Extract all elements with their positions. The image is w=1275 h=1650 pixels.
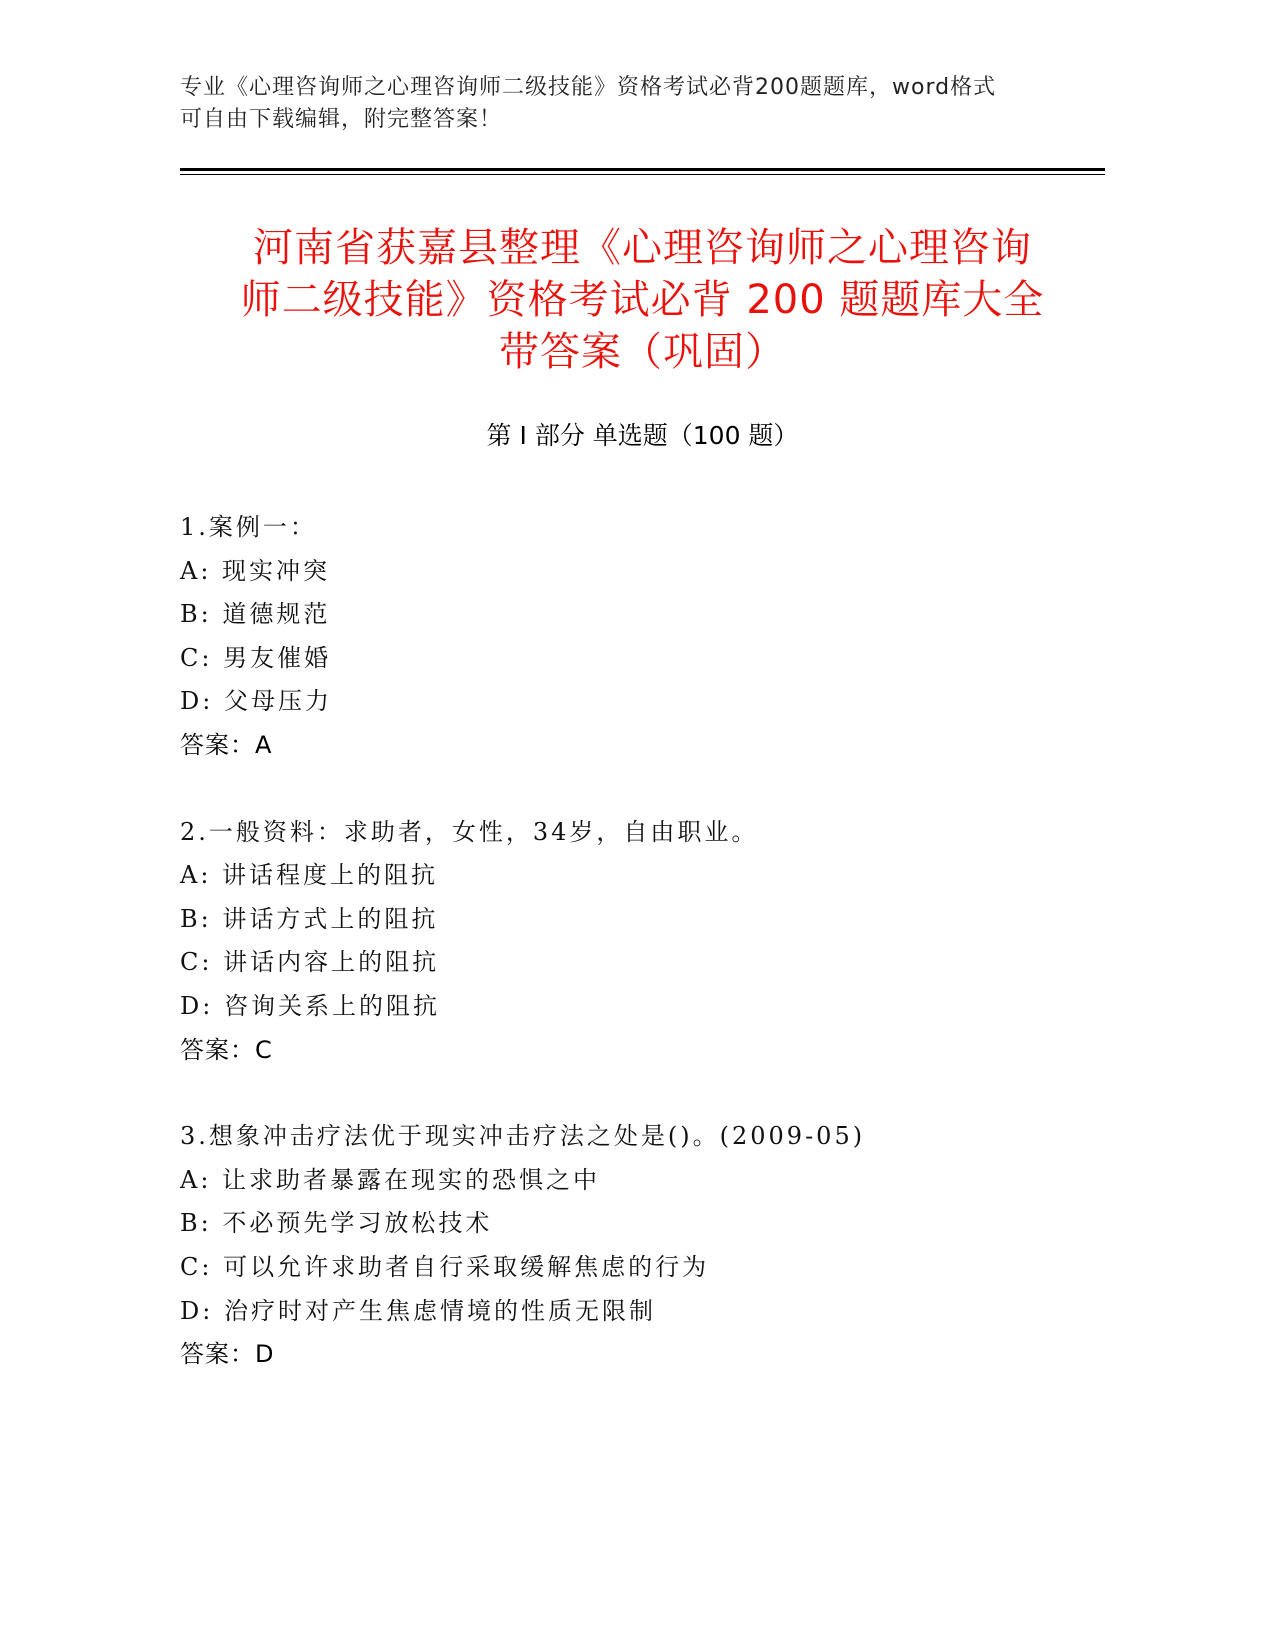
header-divider-thin	[180, 174, 1105, 175]
question-3	[180, 1115, 1105, 1377]
answer: 答案：D	[180, 1340, 275, 1369]
document-title	[180, 222, 1105, 378]
section-title: 第 I 部分 单选题（100 题）	[486, 421, 799, 450]
question-1	[180, 506, 1105, 768]
answer: 答案：A	[180, 730, 273, 759]
document-title-line-1: 河南省获嘉县整理《心理咨询师之心理咨询	[253, 225, 1032, 271]
option-c: C: 男友催婚	[180, 643, 332, 672]
question-stem: 3.想象冲击疗法优于现实冲击疗法之处是()。(2009-05)	[180, 1122, 866, 1151]
option-a: A: 让求助者暴露在现实的恐惧之中	[180, 1165, 601, 1194]
header-note-line-2: 可自由下载编辑，附完整答案！	[180, 107, 503, 132]
option-d: D: 父母压力	[180, 687, 332, 716]
document-title-line-2: 师二级技能》资格考试必背 200 题题库大全	[240, 277, 1045, 323]
document-title-line-3: 带答案（巩固）	[499, 329, 786, 375]
header-note-line-1: 专业《心理咨询师之心理咨询师二级技能》资格考试必背200题题库，word格式	[180, 75, 997, 100]
option-d: D: 咨询关系上的阻抗	[180, 991, 440, 1020]
question-stem: 2.一般资料：求助者，女性，34岁，自由职业。	[180, 817, 759, 846]
option-a: A: 讲话程度上的阻抗	[180, 861, 439, 890]
question-2	[180, 811, 1105, 1073]
option-b: B: 不必预先学习放松技术	[180, 1209, 493, 1238]
header-divider-thick	[180, 168, 1105, 171]
header-note	[180, 72, 1060, 136]
option-c: C: 讲话内容上的阻抗	[180, 948, 440, 977]
question-stem: 1.案例一：	[180, 513, 317, 541]
option-d: D: 治疗时对产生焦虑情境的性质无限制	[180, 1296, 656, 1325]
option-b: B: 讲话方式上的阻抗	[180, 904, 439, 933]
option-b: B: 道德规范	[180, 600, 331, 629]
question-list	[180, 506, 1105, 1420]
option-c: C: 可以允许求助者自行采取缓解焦虑的行为	[180, 1252, 710, 1281]
answer: 答案：C	[180, 1035, 273, 1064]
option-a: A: 现实冲突	[180, 556, 331, 585]
